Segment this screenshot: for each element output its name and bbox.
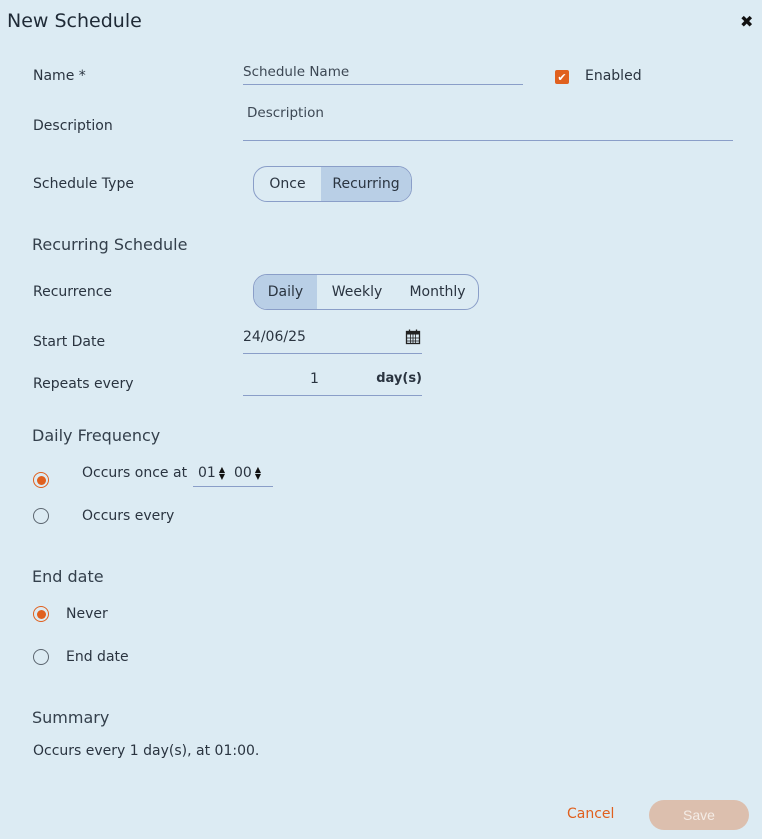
repeats-unit: day(s) bbox=[376, 371, 422, 386]
occurs-every-radio[interactable] bbox=[33, 508, 49, 524]
end-date-option-label: End date bbox=[66, 649, 129, 665]
occurs-once-radio[interactable] bbox=[33, 472, 49, 488]
occurs-every-label: Occurs every bbox=[82, 508, 175, 524]
summary-heading: Summary bbox=[32, 708, 110, 727]
name-label: Name * bbox=[33, 68, 86, 84]
recurrence-weekly[interactable]: Weekly bbox=[331, 284, 383, 300]
minute-arrows[interactable] bbox=[255, 466, 261, 480]
check-icon: ✔ bbox=[557, 70, 567, 84]
hour-spinner[interactable] bbox=[198, 465, 225, 481]
caret-down-icon[interactable]: ▼ bbox=[254, 472, 261, 481]
end-date-heading: End date bbox=[32, 567, 104, 586]
caret-down-icon[interactable]: ▼ bbox=[218, 472, 225, 481]
caret-up-icon[interactable]: ▲ bbox=[254, 465, 261, 474]
never-radio[interactable] bbox=[33, 606, 49, 622]
recurrence-daily[interactable]: Daily bbox=[254, 275, 317, 309]
never-label: Never bbox=[66, 606, 108, 622]
enabled-label: Enabled bbox=[585, 68, 642, 84]
summary-text: Occurs every 1 day(s), at 01:00. bbox=[33, 743, 260, 759]
recurring-schedule-heading: Recurring Schedule bbox=[32, 235, 188, 254]
start-date-value: 24/06/25 bbox=[243, 329, 306, 345]
start-date-label: Start Date bbox=[33, 334, 106, 350]
save-button[interactable]: Save bbox=[649, 800, 749, 830]
minute-value: 00 bbox=[233, 465, 252, 481]
repeats-every-value: 1 bbox=[310, 371, 319, 387]
minute-spinner[interactable] bbox=[234, 465, 261, 481]
schedule-type-toggle bbox=[253, 166, 412, 202]
recurrence-toggle bbox=[253, 274, 479, 310]
daily-frequency-heading: Daily Frequency bbox=[32, 426, 161, 445]
enabled-checkbox[interactable] bbox=[555, 70, 569, 84]
hour-arrows[interactable] bbox=[219, 466, 225, 480]
start-date-field[interactable] bbox=[243, 329, 422, 354]
schedule-type-label: Schedule Type bbox=[33, 176, 134, 192]
description-input[interactable] bbox=[243, 106, 733, 141]
repeats-every-label: Repeats every bbox=[33, 376, 134, 392]
name-input[interactable] bbox=[243, 64, 523, 85]
schedule-type-once[interactable]: Once bbox=[269, 176, 306, 192]
recurrence-monthly[interactable]: Monthly bbox=[409, 284, 466, 300]
dialog-title: New Schedule bbox=[7, 10, 142, 32]
time-picker bbox=[193, 460, 273, 487]
close-icon[interactable]: ✖ bbox=[740, 12, 754, 31]
calendar-icon[interactable] bbox=[405, 329, 421, 345]
caret-up-icon[interactable]: ▲ bbox=[218, 465, 225, 474]
schedule-type-recurring[interactable]: Recurring bbox=[321, 167, 411, 201]
occurs-once-label: Occurs once at bbox=[82, 465, 188, 481]
description-label: Description bbox=[33, 118, 113, 134]
hour-value: 01 bbox=[198, 465, 216, 481]
repeats-every-field[interactable] bbox=[243, 371, 422, 396]
cancel-button[interactable]: Cancel bbox=[567, 806, 615, 822]
end-date-radio[interactable] bbox=[33, 649, 49, 665]
recurrence-label: Recurrence bbox=[33, 284, 113, 300]
